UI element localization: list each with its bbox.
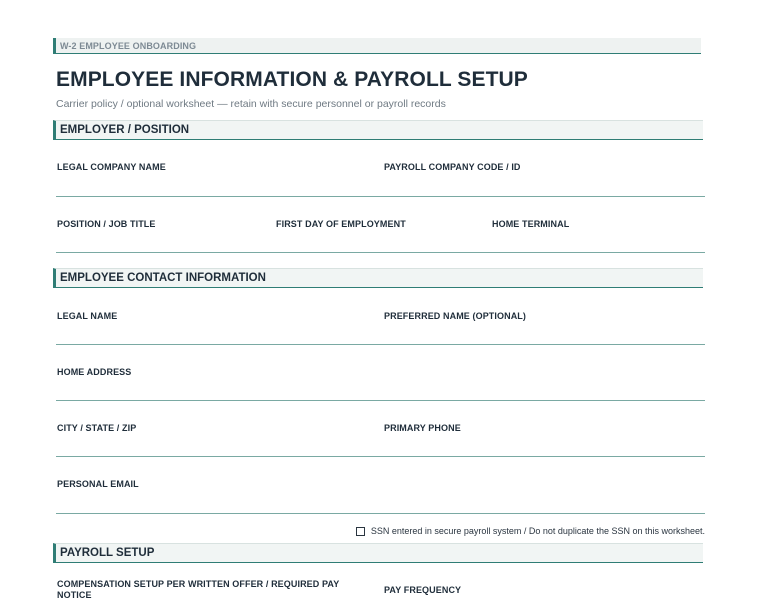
checkbox-unchecked-icon[interactable] <box>356 527 365 536</box>
form-category-label: W-2 EMPLOYEE ONBOARDING <box>60 41 197 51</box>
section-header-payroll <box>53 543 703 563</box>
field-underline <box>56 513 705 514</box>
position-title-label: POSITION / JOB TITLE <box>57 219 156 229</box>
home-address-label: HOME ADDRESS <box>57 367 132 377</box>
payroll-company-code-field[interactable] <box>384 176 706 196</box>
section-title-contact: EMPLOYEE CONTACT INFORMATION <box>60 272 266 284</box>
section-title-payroll: PAYROLL SETUP <box>60 547 155 559</box>
primary-phone-field[interactable] <box>384 436 706 456</box>
legal-company-name-label: LEGAL COMPANY NAME <box>57 162 166 172</box>
form-category-bar <box>53 38 701 54</box>
compensation-label: COMPENSATION SETUP PER WRITTEN OFFER / REQUIRED PAY NOTICE <box>57 579 340 600</box>
legal-company-name-field[interactable] <box>57 176 379 196</box>
field-underline <box>56 344 705 345</box>
preferred-name-field[interactable] <box>384 324 706 344</box>
home-address-field[interactable] <box>57 380 706 400</box>
personal-email-label: PERSONAL EMAIL <box>57 479 139 489</box>
position-title-field[interactable] <box>57 232 271 252</box>
legal-name-label: LEGAL NAME <box>57 311 118 321</box>
section-header-contact <box>53 268 703 288</box>
ssn-note <box>356 526 705 536</box>
section-header-employer <box>53 120 703 140</box>
field-underline <box>56 456 705 457</box>
field-underline <box>56 252 705 253</box>
personal-email-field[interactable] <box>57 492 706 512</box>
city-state-zip-field[interactable] <box>57 436 379 456</box>
field-underline <box>56 400 705 401</box>
ssn-note-text: SSN entered in secure payroll system / Do not duplicate the SSN on this worksheet. <box>370 526 705 536</box>
home-terminal-field[interactable] <box>492 232 706 252</box>
page-subtitle: Carrier policy / optional worksheet — retain with secure personnel or payroll records <box>56 98 446 110</box>
city-state-zip-label: CITY / STATE / ZIP <box>57 423 137 433</box>
first-day-label: FIRST DAY OF EMPLOYMENT <box>276 219 406 229</box>
page-title: EMPLOYEE INFORMATION & PAYROLL SETUP <box>56 68 528 91</box>
pay-frequency-label: PAY FREQUENCY <box>384 585 462 595</box>
preferred-name-label: PREFERRED NAME (OPTIONAL) <box>384 311 526 321</box>
primary-phone-label: PRIMARY PHONE <box>384 423 461 433</box>
field-underline <box>56 196 705 197</box>
home-terminal-label: HOME TERMINAL <box>492 219 570 229</box>
legal-name-field[interactable] <box>57 324 379 344</box>
payroll-company-code-label: PAYROLL COMPANY CODE / ID <box>384 162 521 172</box>
first-day-field[interactable] <box>276 232 488 252</box>
section-title-employer: EMPLOYER / POSITION <box>60 124 190 136</box>
